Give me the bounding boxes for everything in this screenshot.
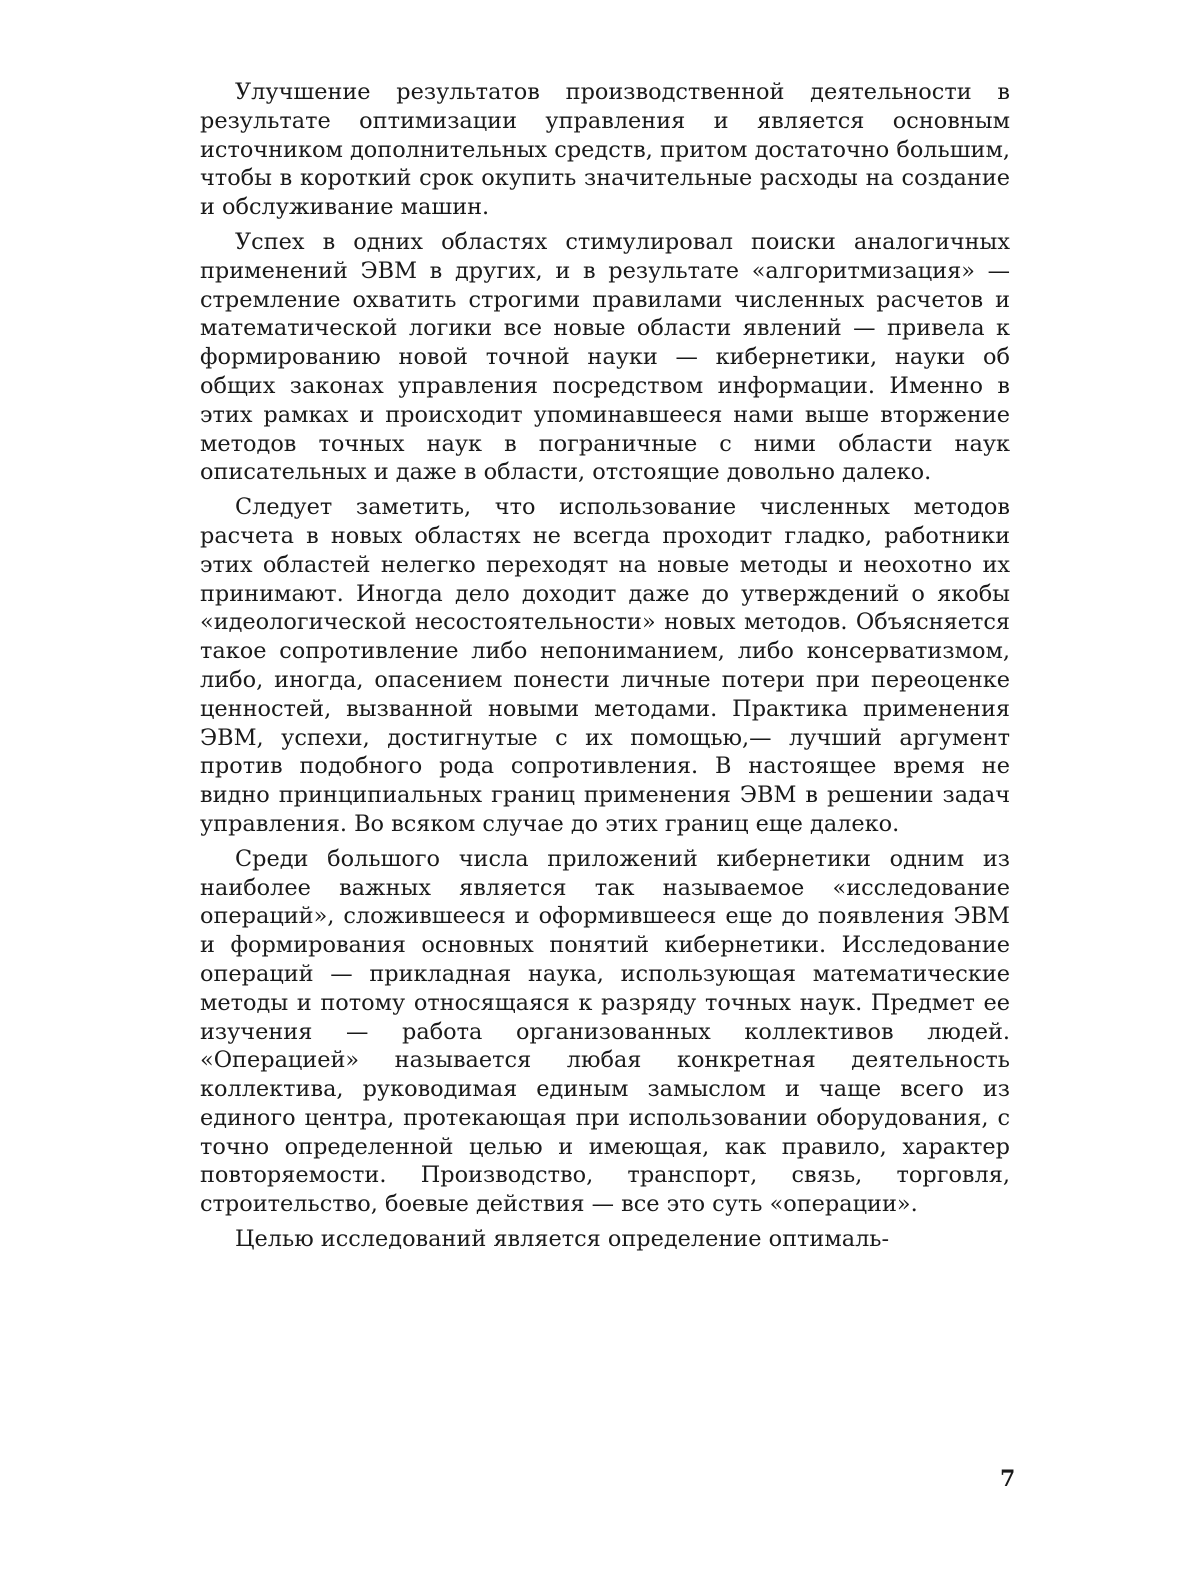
paragraph-3: Следует заметить, что использование численных методов расчета в новых областях не всегда проходит гладко, работники этих областей нелегко переходят на новые методы и неохотно их принимают. Иногда дело доходит даже до утверждений о якобы «идеологической несостоятельности» новых методов. Объясняется такое сопротивление либо непониманием, либо консерватизмом, либо, иногда, опасением понести личные потери при переоценке ценностей, вызванной новыми методами. Практика применения ЭВМ, успехи, достигнутые с их помощью,— лучший аргумент против подобного рода сопротивления. В настоящее время не видно принципиальных границ применения ЭВМ в решении задач управления. Во всяком случае до этих границ еще далеко.: [200, 494, 1010, 837]
paragraph-2: Успех в одних областях стимулировал поиски аналогичных применений ЭВМ в других, и в результате «алгоритмизация» — стремление охватить строгими правилами численных расчетов и математической логики все новые области явлений — привела к формированию новой точной науки — кибернетики, науки об общих законах управления посредством информации. Именно в этих рамках и происходит упоминавшееся нами выше вторжение методов точных наук в пограничные с ними области наук описательных и даже в области, отстоящие довольно далеко.: [200, 228, 1010, 486]
paragraph-4: Среди большого числа приложений кибернетики одним из наиболее важных является так называемое «исследование операций», сложившееся и оформившееся еще до появления ЭВМ и формирования основных понятий кибернетики. Исследование операций — прикладная наука, использующая математические методы и потому относящаяся к разряду точных наук. Предмет ее изучения — работа организованных коллективов людей. «Операцией» называется любая конкретная деятельность коллектива, руководимая единым замыслом и чаще всего из единого центра, протекающая при использовании оборудования, с точно определенной целью и имеющая, как правило, характер повторяемости. Производство, транспорт, связь, торговля, строительство, боевые действия — все это суть «операции».: [200, 845, 1010, 1218]
page-text-block: [200, 78, 1010, 1518]
page-number: 7: [1000, 1466, 1016, 1492]
paragraph-5: Целью исследований является определение оптималь-: [235, 1226, 890, 1253]
paragraph-1: Улучшение результатов производственной деятельности в результате оптимизации управления и является основным источником дополнительных средств, притом достаточно большим, чтобы в короткий срок окупить значительные расходы на создание и обслуживание машин.: [200, 79, 1010, 221]
